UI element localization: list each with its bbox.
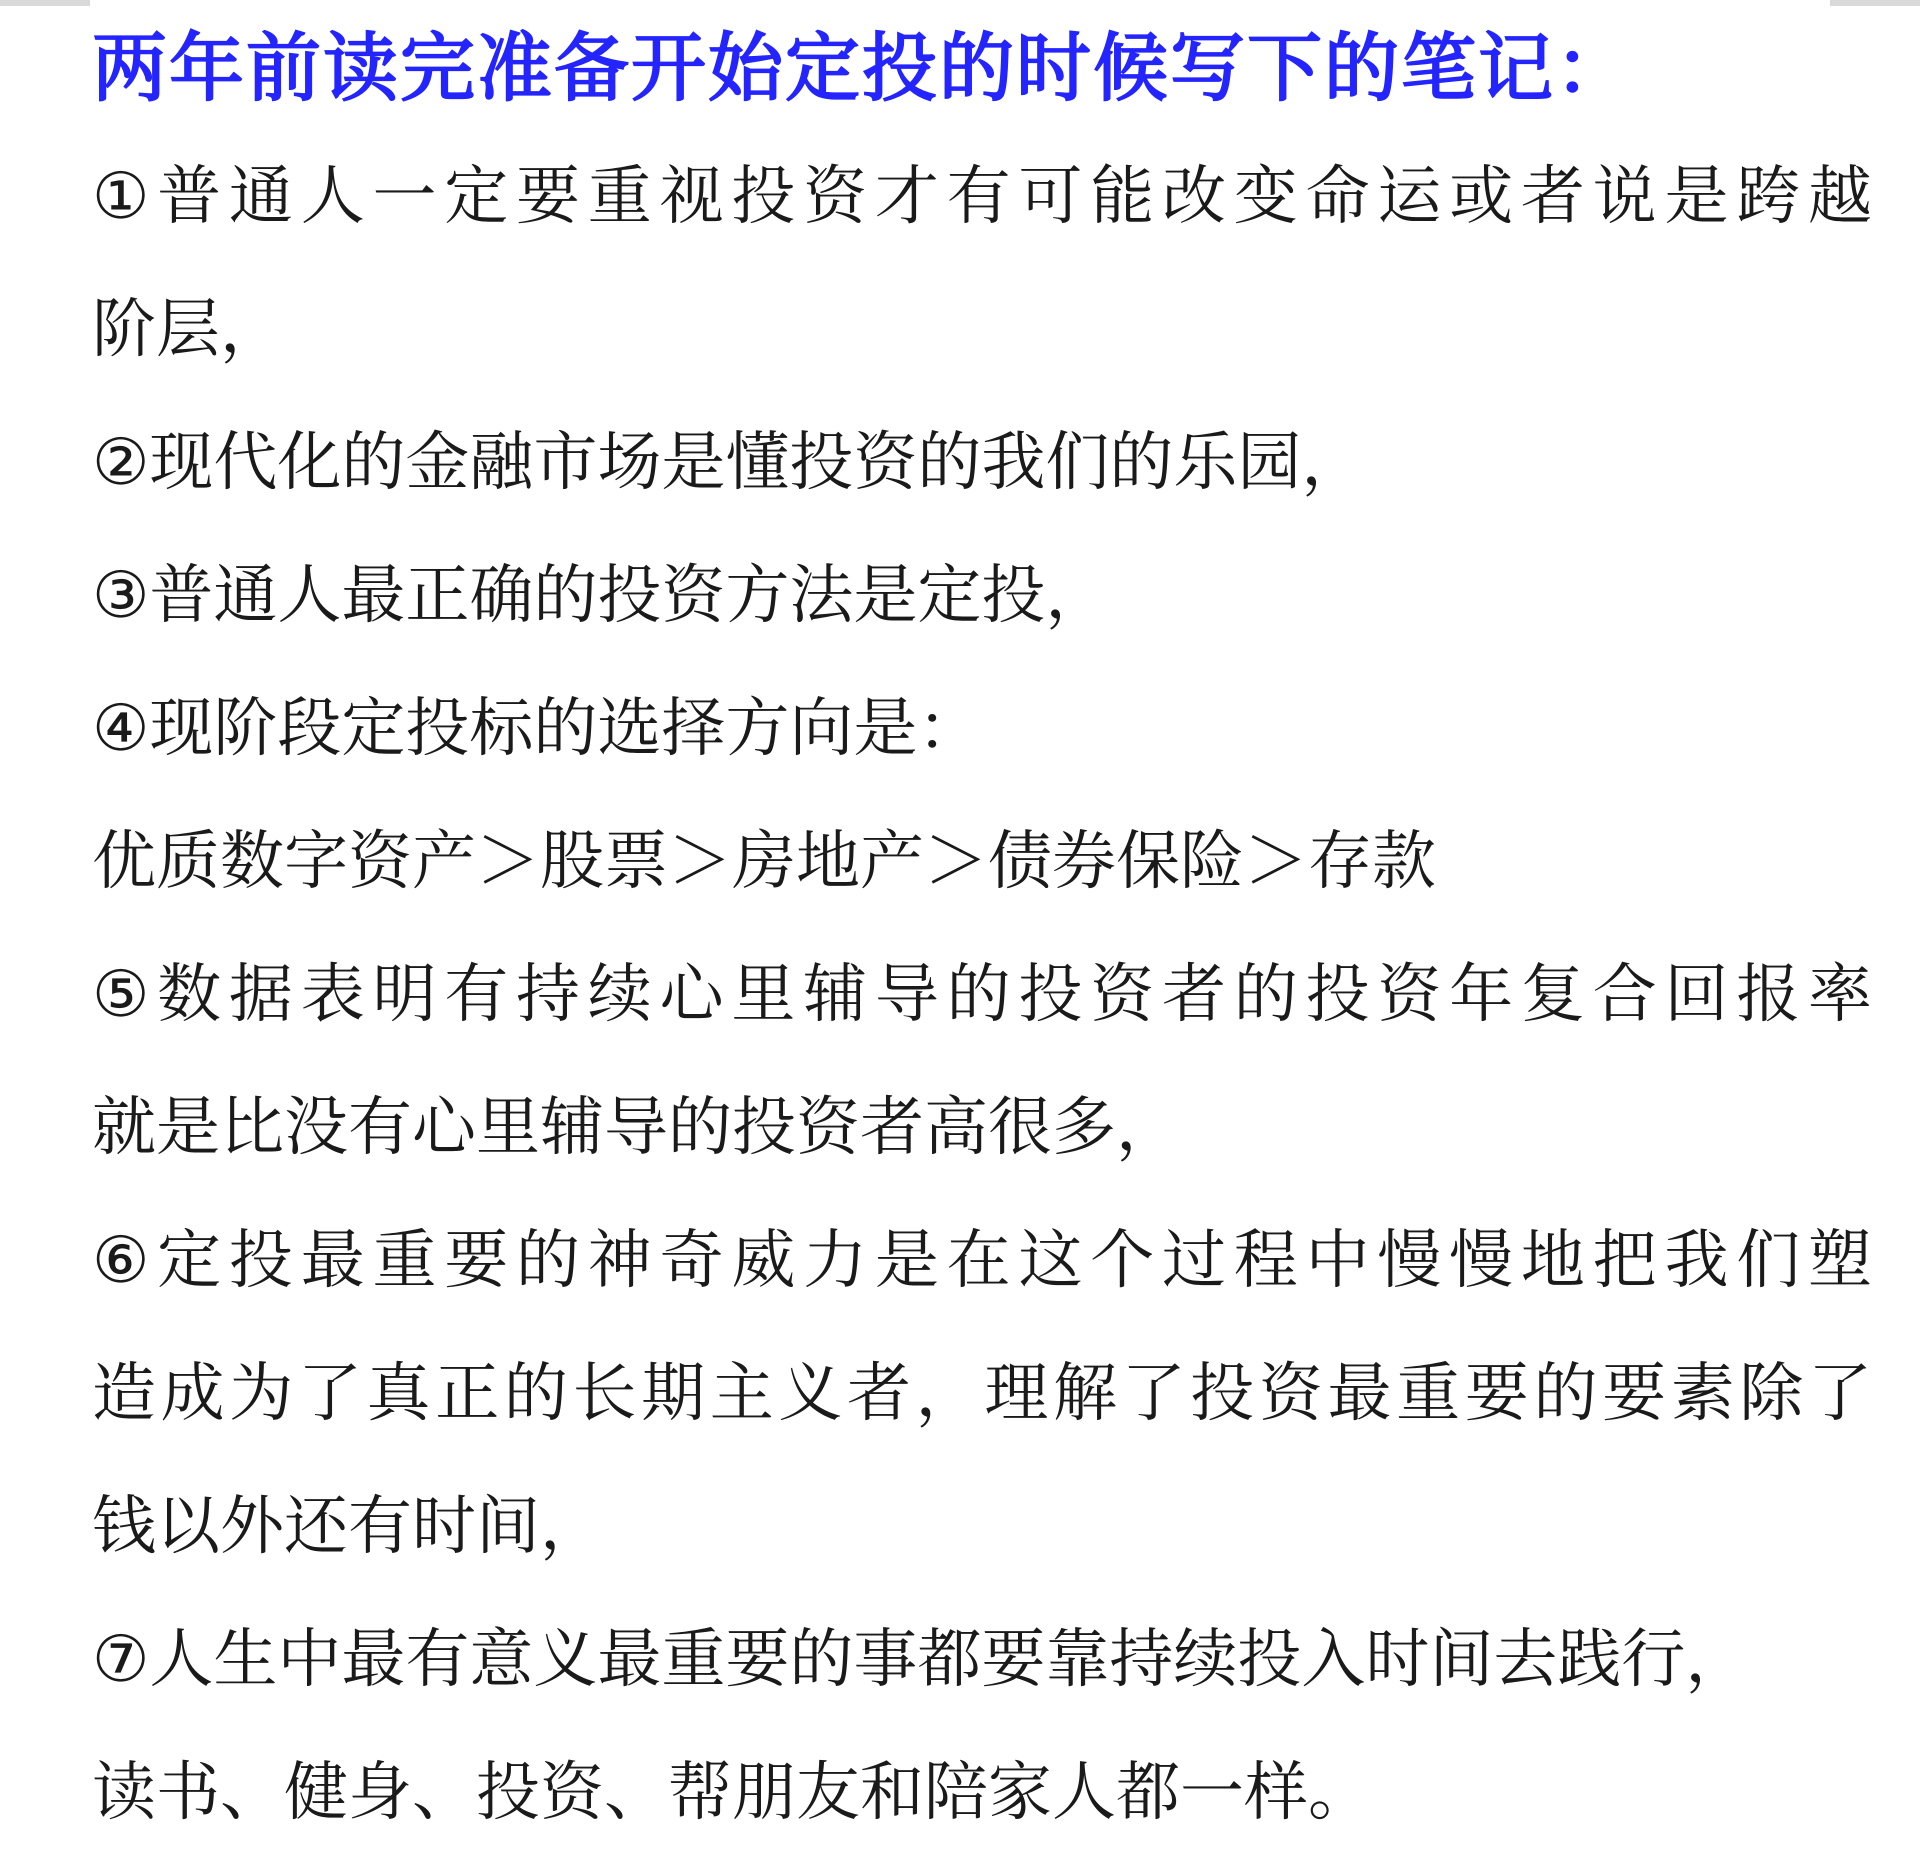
note-line-10: 造成为了真正的长期主义者，理解了投资最重要的要素除了 xyxy=(92,1357,1872,1431)
corner-mark-left xyxy=(0,0,90,6)
corner-mark-right xyxy=(1830,0,1920,6)
note-line-4: ③普通人最正确的投资方法是定投， xyxy=(92,559,1110,633)
note-line-2: 阶层， xyxy=(92,293,284,367)
note-line-13: 读书、健身、投资、帮朋友和陪家人都一样。 xyxy=(92,1756,1372,1830)
note-line-9: ⑥定投最重要的神奇威力是在这个过程中慢慢地把我们塑 xyxy=(92,1224,1872,1298)
note-line-3: ②现代化的金融市场是懂投资的我们的乐园， xyxy=(92,426,1366,500)
note-line-6: 优质数字资产＞股票＞房地产＞债券保险＞存款 xyxy=(92,825,1436,899)
note-line-12: ⑦人生中最有意义最重要的事都要靠持续投入时间去践行， xyxy=(92,1623,1750,1697)
note-line-8: 就是比没有心里辅导的投资者高很多， xyxy=(92,1091,1180,1165)
note-line-11: 钱以外还有时间， xyxy=(92,1490,604,1564)
note-title: 两年前读完准备开始定投的时候写下的笔记： xyxy=(92,24,1633,112)
note-line-5: ④现阶段定投标的选择方向是： xyxy=(92,692,982,766)
note-line-1: ①普通人一定要重视投资才有可能改变命运或者说是跨越 xyxy=(92,160,1872,234)
note-line-7: ⑤数据表明有持续心里辅导的投资者的投资年复合回报率 xyxy=(92,958,1872,1032)
